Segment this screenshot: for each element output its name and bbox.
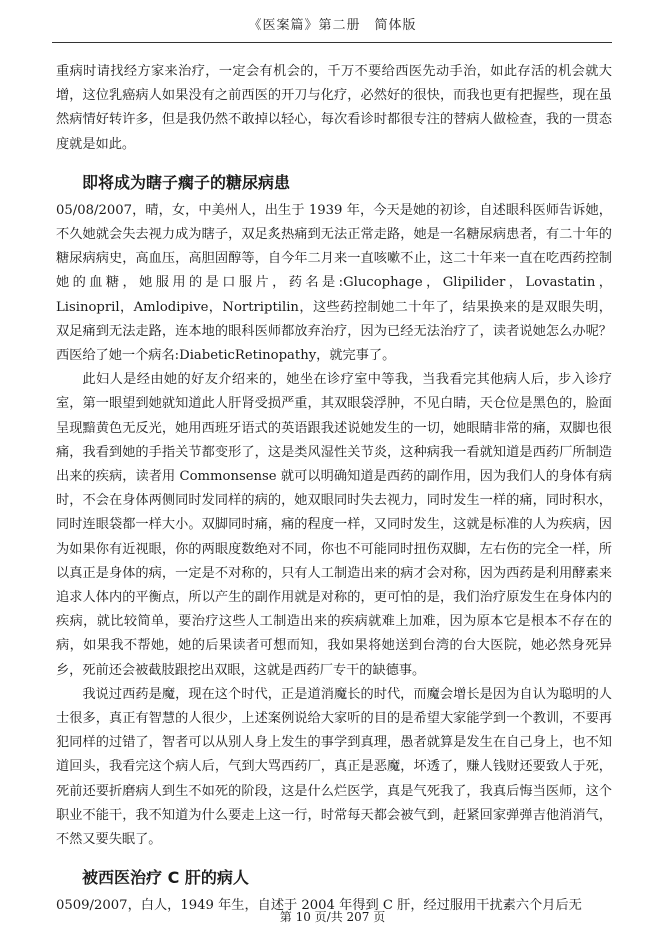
header-divider xyxy=(52,42,612,43)
paragraph: 05/08/2007，晴，女，中美州人，出生于 1939 年，今天是她的初诊，自述眼科医师告诉她，不久她就会失去视力成为瞎子，双足炙热痛到无法正常走路，她是一名糖尿病患者，有二十年的糖尿病病史，高血压，高胆固醇等，自今年二月来一直咳嗽不止，这二十年来一直在吃西药控制她的血糖，她服用的是口服片，药名是:Glucophage，Glipilider，Lovastatin，Lisinopril，Amlodipive，Nortriptilin，这些药控制她二十年了，结果换来的是双眼失明，双足痛到无法走路，连本地的眼科医师都放弃治疗，因为已经无法治疗了，读者说她怎么办呢？西医给了她一个病名:DiabeticRetinopathy，就完事了。 xyxy=(56,202,612,364)
page-header: 《医案篇》第二册 简体版 xyxy=(248,18,417,33)
paragraph: 0509/2007，白人，1949 年生，自述于 2004 年得到 C 肝，经过服用干扰素六个月后无 xyxy=(56,898,582,914)
paragraph: 我说过西药是魔，现在这个时代，正是道消魔长的时代，而魔会增长是因为自认为聪明的人士很多，真正有智慧的人很少，上述案例说给大家听的目的是希望大家能学到一个教训，不要再犯同样的过错了，智者可以从别人身上发生的事学到真理，愚者就算是发生在自己身上，也不知道回头，我看完这个病人后，气到大骂西药厂，真正是恶魔，坏透了，赚人钱财还要致人于死，死前还要折磨病人到生不如死的阶段，这是什么烂医学，真是气死我了，我真后悔当医师，这个职业不能干，我不知道为什么要走上这一行，时常每天都会被气到，赶紧回家弹弹吉他消消气，不然又要失眠了。 xyxy=(56,686,612,848)
intro-paragraph: 重病时请找经方家来治疗，一定会有机会的，千万不要给西医先动手治，如此存活的机会就大增，这位乳癌病人如果没有之前西医的开刀与化疗，必然好的很快，而我也更有把握些，现在虽然病情好转许多，但是我仍然不敢掉以轻心，每次看诊时都很专注的替病人做检查，我的一贯态度就是如此。 xyxy=(56,64,612,152)
section-title: 即将成为瞎子瘸子的糖尿病患 xyxy=(82,172,291,192)
page-number: 第 10 页/共 207 页 xyxy=(279,910,386,924)
document-body xyxy=(56,60,612,919)
paragraph: 此妇人是经由她的好友介绍来的，她坐在诊疗室中等我，当我看完其他病人后，步入诊疗室，第一眼望到她就知道此人肝肾受损严重，其双眼袋浮肿，不见白睛，天仓位是黑色的，脸面呈现黯黄色无反光，她用西班牙语式的英语跟我述说她发生的一切，她眼睛非常的痛，双脚也很痛，我看到她的手指关节都变形了，这是类风湿性关节炎，这种病我一看就知道是西药厂所制造出来的疾病，读者用 Commonsense 就可以明确知道是西药的副作用，因为我们人的身体有病时，不会在身体两侧同时发同样的病的，她双眼同时失去视力，同时发生一样的痛，同时积水，同时连眼袋都一样大小。双脚同时痛，痛的程度一样，又同时发生，这就是标准的人为疾病，因为如果你有近视眼，你的两眼度数绝对不同，你也不可能同时扭伤双脚，左右伤的完全一样，所以真正是身体的病，一定是不对称的，只有人工制造出来的病才会对称，因为西药是利用酵素来追求人体内的平衡点，所以产生的副作用就是对称的，更可怕的是，我们治疗原发生在身体内的疾病，就比较简单，要治疗这些人工制造出来的疾病就难上加难，因为原本它是根本不存在的病，如果我不帮她，她的后果读者可想而知，我如果将她送到台湾的台大医院，她必然身死异乡，死前还会被截肢跟挖出双眼，这就是西药厂专干的缺德事。 xyxy=(56,372,612,678)
section-title: 被西医治疗 C 肝的病人 xyxy=(82,868,249,888)
